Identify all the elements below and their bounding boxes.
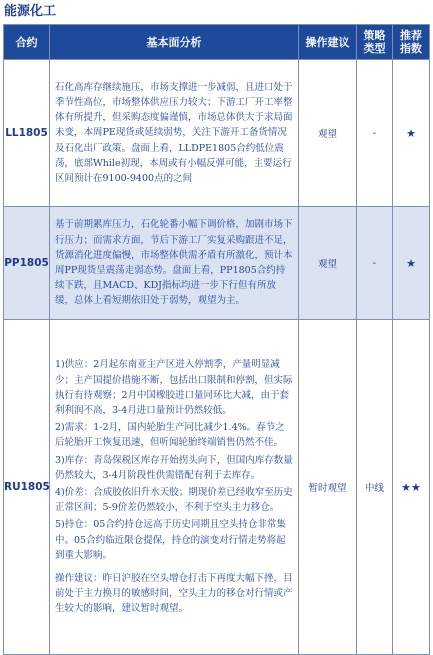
strategy-type-cell: -	[357, 207, 393, 320]
header-contract: 合约	[4, 25, 50, 60]
position-paragraph: 5)持仓：05合约持仓远高于历史同期且空头持仓非常集中。05合约临近限仓提保，持仓的演变对行情走势将起到重大影响。	[55, 519, 286, 561]
supply-paragraph: 1)供应：2月起东南亚主产区进入停割季，产量明显减少；主产国提价措施不断，包括出口限制和停割，但实际执行有待观察；2月中国橡胶进口量同环比大减，由于套利利润不高，3-4月进口量预计仍然较低。	[55, 359, 293, 416]
inventory-paragraph: 3)库存：青岛保税区库存开始拐头向下，但国内库存数量仍然较大，3-4月阶段性供需错配有利于去库存。	[55, 454, 293, 481]
advice-cell: 观望	[299, 207, 357, 320]
strategy-type-cell: -	[357, 60, 393, 207]
header-advice: 操作建议	[299, 25, 357, 60]
operation-advice-paragraph: 操作建议：昨日沪胶在空头增仓打击下再度大幅下挫，目前处于主力换月的敏感时间，空头主力的移仓对行情或产生较大的影响，建议暂时观望。	[55, 573, 293, 615]
analysis-cell: 石化高库存继续施压，市场支撑进一步减弱，且进口处于季节性高位，市场整体供应压力较大；下游工厂开工率整体有所提升，但采购态度偏谨慎，市场总体供大于求局面未变，本周PE现货或延续弱势，关注下游开工备货情况及石化出厂政策。盘面上看，LLDPE1805合约低位震荡，底部While初现，本周或有小幅反弹可能，主要运行区间预计在9100-9400点的之间	[50, 60, 299, 207]
analysis-cell	[50, 320, 299, 655]
advice-cell: 观望	[299, 60, 357, 207]
header-row	[4, 25, 430, 60]
section-title: 能源化工	[4, 4, 57, 19]
contract-cell: LL1805	[4, 60, 50, 207]
strategy-type-cell: 中线	[357, 320, 393, 655]
spread-paragraph: 4)价差：合成胶依旧升水天胶；期现价差已经收窄至历史正常区间；5-9价差仍然较小，不利于空头主力移仓。	[55, 487, 293, 514]
contract-cell: PP1805	[4, 207, 50, 320]
recommend-index-stars: ★★	[393, 320, 430, 655]
header-type: 策略 类型	[357, 25, 393, 60]
table-row	[4, 207, 430, 320]
table-row	[4, 320, 430, 655]
header-index: 推荐 指数	[393, 25, 430, 60]
analysis-cell: 基于前期累库压力，石化轮番小幅下调价格，加剧市场下行压力；而需求方面，节后下游工厂实复采购跟进不足，货源消化进度偏慢，市场整体供需矛盾有所激化，预计本周PP现货呈震荡走弱态势。盘面上看，PP1805合约持续下跌，且MACD、KDJ指标均进一步下行但有所放缓，总体上看短期依旧处于弱势，观望为主。	[50, 207, 299, 320]
advice-cell: 暂时观望	[299, 320, 357, 655]
header-analysis: 基本面分析	[50, 25, 299, 60]
table-row	[4, 60, 430, 207]
demand-paragraph: 2)需求：1-2月，国内轮胎生产同比减少1.4%。春节之后轮胎开工恢复迅速，但听闻轮胎终端销售仍然不佳。	[55, 422, 285, 449]
recommend-index-stars: ★	[393, 207, 430, 320]
contract-cell: RU1805	[4, 320, 50, 655]
recommendation-table	[3, 24, 430, 655]
recommend-index-stars: ★	[393, 60, 430, 207]
